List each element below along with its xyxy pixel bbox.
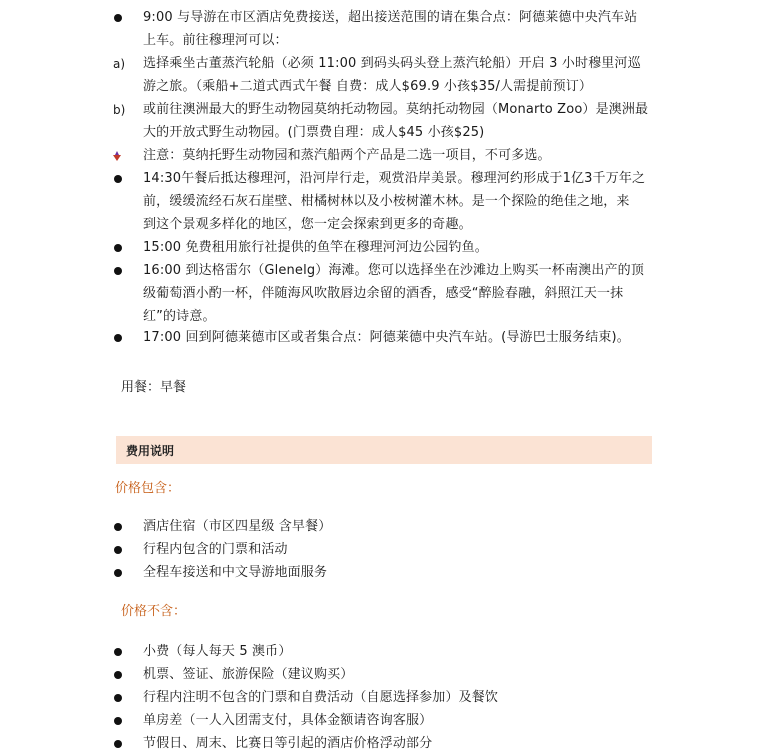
item-text-line: 上车。前往穆理河可以： — [143, 33, 288, 48]
list-item-text: 单房差（一人入团需支付，具体金额请咨询客服） — [143, 713, 433, 728]
fees-heading: 费用说明 — [126, 444, 175, 458]
bullet-icon — [114, 717, 122, 725]
list-item-text: 节假日、周末、比赛日等引起的酒店价格浮动部分 — [143, 736, 433, 751]
bullet-icon — [114, 14, 122, 22]
list-item-text: 小费（每人每天 5 澳币） — [143, 644, 292, 659]
bullet-icon — [114, 267, 122, 275]
item-text-line: 红”的诗意。 — [143, 309, 216, 324]
included-label: 价格包含： — [115, 481, 181, 496]
bullet-icon — [114, 523, 122, 531]
bullet-icon — [114, 175, 122, 183]
bullet-icon — [114, 244, 122, 252]
bullet-icon — [114, 694, 122, 702]
meals-text: 用餐：早餐 — [121, 380, 187, 395]
list-item-text: 全程车接送和中文导游地面服务 — [143, 565, 328, 580]
item-text-line: 17:00 回到阿德莱德市区或者集合点：阿德莱德中央汽车站。(导游巴士服务结束)。 — [143, 330, 630, 345]
option-marker: b) — [113, 103, 126, 117]
list-item-text: 机票、签证、旅游保险（建议购买） — [143, 667, 354, 682]
note-text: 注意：莫纳托野生动物园和蒸汽船两个产品是二选一项目，不可多选。 — [143, 148, 551, 163]
option-text-line: 大的开放式野生动物园。(门票费自理：成人$45 小孩$25) — [143, 125, 485, 140]
option-marker: a) — [113, 57, 126, 71]
item-text-line: 14:30午餐后抵达穆理河，沿河岸行走，观赏沿岸美景。穆理河约形成于1亿3千万年之 — [143, 171, 646, 186]
bullet-icon — [114, 334, 122, 342]
bullet-icon — [114, 671, 122, 679]
item-text-line: 级葡萄酒小酌一杯，伴随海风吹散唇边余留的酒香，感受“醉脸春融，斜照江天一抹 — [143, 286, 624, 301]
item-text-line: 9:00 与导游在市区酒店免费接送，超出接送范围的请在集合点：阿德莱德中央汽车站 — [143, 10, 638, 25]
bullet-icon — [114, 569, 122, 577]
option-text-line: 或前往澳洲最大的野生动物园莫纳托动物园。莫纳托动物园（Monarto Zoo）是澳洲最 — [143, 102, 649, 117]
option-text-line: 选择乘坐古董蒸汽轮船（必须 11:00 到码头码头登上蒸汽轮船）开启 3 小时穆里河巡 — [143, 56, 641, 71]
item-text-line: 16:00 到达格雷尔（Glenelg）海滩。您可以选择坐在沙滩边上购买一杯南澳出产的顶 — [143, 263, 644, 278]
list-item-text: 酒店住宿（市区四星级 含早餐） — [143, 519, 332, 534]
excluded-label: 价格不含： — [121, 604, 187, 619]
item-text-line: 到这个景观多样化的地区，您一定会探索到更多的奇趣。 — [143, 217, 472, 232]
bullet-icon — [114, 648, 122, 656]
item-text-line: 前，缓缓流经石灰石崖壁、柑橘树林以及小桉树灌木林。是一个探险的绝佳之地，来 — [143, 194, 630, 209]
list-item-text: 行程内包含的门票和活动 — [143, 542, 288, 557]
fees-heading-band — [116, 436, 652, 464]
option-text-line: 游之旅。（乘船+二道式西式午餐 自费：成人$69.9 小孩$35/人需提前预订） — [143, 79, 593, 94]
list-item-text: 行程内注明不包含的门票和自费活动（自愿选择参加）及餐饮 — [143, 690, 499, 705]
warning-arrow-icon — [113, 151, 121, 161]
bullet-icon — [114, 740, 122, 748]
bullet-icon — [114, 546, 122, 554]
item-text-line: 15:00 免费租用旅行社提供的鱼竿在穆理河河边公园钓鱼。 — [143, 240, 488, 255]
